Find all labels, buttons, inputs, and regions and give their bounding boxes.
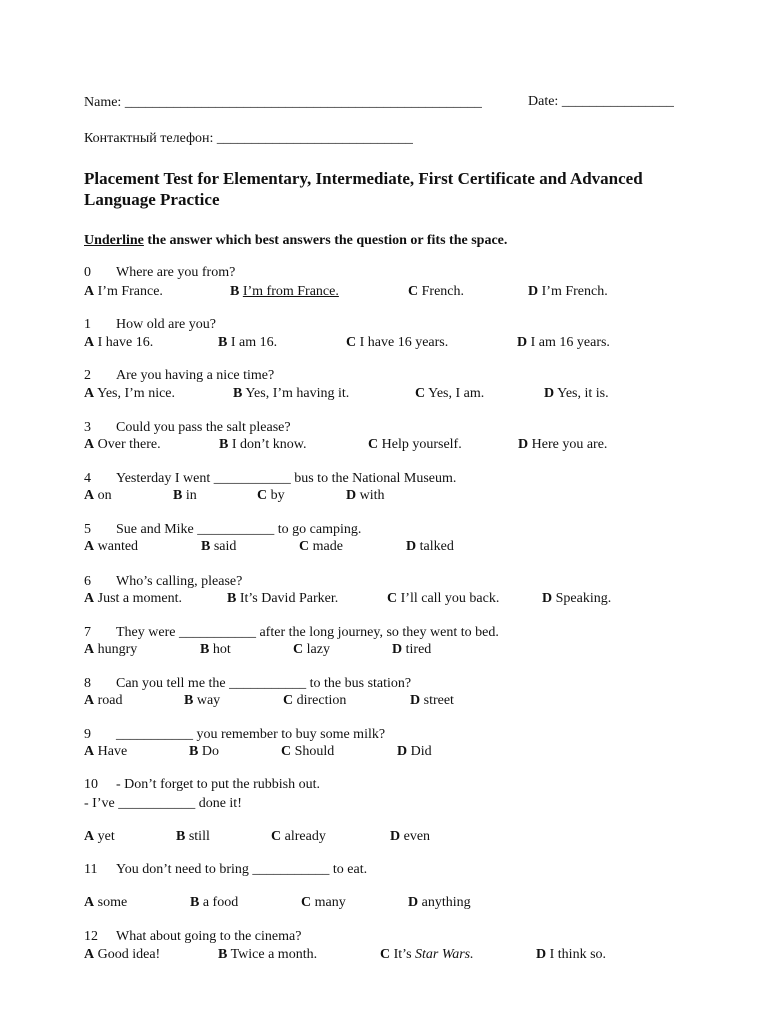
option-letter: D [542, 591, 553, 606]
option-text: Speaking. [555, 591, 612, 606]
option-letter: B [227, 591, 237, 606]
option-text: yet [97, 829, 115, 844]
phone-field[interactable] [84, 130, 413, 147]
answer-option-b[interactable] [218, 947, 317, 963]
name-label: Name: [84, 95, 125, 110]
question-text: ___________ you remember to buy some milk? [116, 727, 386, 742]
answer-option-a[interactable] [84, 947, 160, 963]
page-title: Placement Test for Elementary, Intermediate, First Certificate and Advanced Language Practice [84, 169, 643, 209]
option-text: already [284, 829, 326, 844]
option-text: hot [212, 642, 231, 657]
question-text: They were ___________ after the long journey, so they went to bed. [116, 625, 499, 640]
option-letter: A [84, 386, 95, 401]
option-letter: C [408, 284, 419, 299]
answer-option-b[interactable] [184, 693, 220, 709]
option-letter: C [380, 947, 391, 962]
answer-option-d[interactable] [517, 335, 610, 351]
option-text: made [312, 539, 343, 554]
option-text: Here you are. [531, 437, 608, 452]
date-label: Date: [528, 94, 562, 109]
answer-option-c[interactable] [408, 284, 464, 300]
answer-option-d[interactable] [406, 539, 454, 555]
option-letter: C [271, 829, 282, 844]
option-text: on [97, 488, 112, 503]
answer-option-c[interactable] [299, 539, 343, 555]
option-text: Yes, I am. [428, 386, 485, 401]
answer-option-b[interactable] [218, 335, 277, 351]
option-letter: A [84, 437, 95, 452]
answer-option-b[interactable] [190, 895, 238, 911]
answer-option-c[interactable] [271, 829, 326, 845]
option-letter: C [283, 693, 294, 708]
option-text: wanted [97, 539, 139, 554]
answer-option-b[interactable] [173, 488, 197, 504]
option-text: way [196, 693, 221, 708]
answer-option-d[interactable] [544, 386, 609, 402]
option-letter: C [257, 488, 268, 503]
option-text: a food [202, 895, 239, 910]
name-field[interactable] [84, 94, 482, 111]
instruction [84, 232, 507, 249]
answer-option-b[interactable] [227, 591, 338, 607]
option-text: Good idea! [97, 947, 161, 962]
option-text: lazy [306, 642, 330, 657]
option-letter: D [518, 437, 529, 452]
option-text: some [97, 895, 128, 910]
question-number: 10 [84, 777, 98, 792]
option-letter: B [176, 829, 186, 844]
option-letter: B [201, 539, 211, 554]
option-letter: A [84, 284, 95, 299]
answer-option-c[interactable] [368, 437, 462, 453]
option-letter: D [392, 642, 403, 657]
answer-option-b[interactable] [201, 539, 236, 555]
answer-option-a[interactable] [84, 591, 182, 607]
answer-option-d[interactable] [518, 437, 607, 453]
question-number: 12 [84, 929, 98, 944]
option-text: road [97, 693, 123, 708]
question-number: 6 [84, 574, 91, 589]
option-letter: D [408, 895, 419, 910]
option-text: by [270, 488, 285, 503]
option-text: French. [421, 284, 465, 299]
answer-option-a[interactable] [84, 895, 127, 911]
option-letter: A [84, 591, 95, 606]
option-letter: C [415, 386, 426, 401]
date-field[interactable] [528, 94, 674, 110]
option-text: even [403, 829, 431, 844]
answer-option-c[interactable] [346, 335, 448, 351]
answer-option-d[interactable] [346, 488, 385, 504]
option-letter: D [397, 744, 408, 759]
option-letter: D [410, 693, 421, 708]
option-letter: C [387, 591, 398, 606]
answer-option-d[interactable] [397, 744, 432, 760]
option-text: many [314, 895, 346, 910]
option-text: Yes, it is. [557, 386, 609, 401]
option-letter: A [84, 895, 95, 910]
option-letter: A [84, 693, 95, 708]
option-letter: C [281, 744, 292, 759]
option-text: I am 16 years. [530, 335, 610, 350]
option-text: Over there. [97, 437, 161, 452]
question-number: 2 [84, 368, 91, 383]
question-number: 9 [84, 727, 91, 742]
answer-option-c[interactable] [293, 642, 330, 658]
date-blank[interactable]: ________________ [561, 94, 674, 109]
answer-option-c[interactable] [415, 386, 484, 402]
option-letter: D [390, 829, 401, 844]
option-text: I am 16. [230, 335, 278, 350]
answer-option-d[interactable] [528, 284, 608, 300]
option-letter: B [173, 488, 183, 503]
answer-option-a[interactable] [84, 386, 175, 402]
question-text: Who’s calling, please? [116, 574, 243, 589]
answer-option-a[interactable] [84, 335, 153, 351]
option-letter: D [544, 386, 555, 401]
answer-option-c[interactable] [387, 591, 499, 607]
question-text: Yesterday I went ___________ bus to the National Museum. [116, 471, 457, 486]
answer-option-b[interactable] [233, 386, 349, 402]
option-text: in [185, 488, 197, 503]
question-text: Where are you from? [116, 265, 236, 280]
option-letter: A [84, 947, 95, 962]
option-letter: B [189, 744, 199, 759]
option-letter: A [84, 642, 95, 657]
option-text: It’s David Parker. [239, 591, 339, 606]
answer-option-d[interactable] [392, 642, 431, 658]
option-text-italic: Star Wars. [415, 947, 474, 962]
option-text: tired [405, 642, 432, 657]
question-number: 5 [84, 522, 91, 537]
option-letter: A [84, 539, 95, 554]
instruction-text: the answer which best answers the question or fits the space. [143, 233, 508, 248]
option-text: Do [201, 744, 219, 759]
option-letter: A [84, 744, 95, 759]
option-text: hungry [97, 642, 138, 657]
option-letter: B [184, 693, 194, 708]
question-text-line2: - I’ve ___________ done it! [84, 796, 242, 811]
answer-option-b[interactable] [176, 829, 210, 845]
answer-option-a[interactable] [84, 693, 123, 709]
option-letter: D [517, 335, 528, 350]
answer-option-d[interactable] [390, 829, 430, 845]
option-text: Have [97, 744, 128, 759]
phone-label: Контактный телефон: [84, 131, 217, 146]
option-text: said [213, 539, 237, 554]
option-text: with [359, 488, 385, 503]
option-letter: B [218, 947, 228, 962]
option-text: direction [296, 693, 347, 708]
instruction-underline-word: Underline [84, 233, 144, 248]
answer-option-d[interactable] [410, 693, 454, 709]
question-text: How old are you? [116, 317, 216, 332]
answer-option-a[interactable] [84, 437, 161, 453]
option-letter: D [346, 488, 357, 503]
name-blank[interactable]: ___________________________________________________ [124, 95, 482, 110]
option-text: Twice a month. [230, 947, 318, 962]
answer-option-c[interactable] [283, 693, 346, 709]
answer-option-c[interactable] [257, 488, 285, 504]
answer-option-a[interactable] [84, 744, 127, 760]
option-text: I’m France. [97, 284, 163, 299]
option-letter: D [528, 284, 539, 299]
option-letter: B [218, 335, 228, 350]
answer-option-c[interactable] [380, 947, 474, 963]
option-text: I’m French. [541, 284, 608, 299]
option-text: Yes, I’m nice. [97, 386, 176, 401]
answer-option-a[interactable] [84, 539, 138, 555]
option-text: anything [421, 895, 471, 910]
answer-option-b[interactable] [200, 642, 231, 658]
option-letter: B [219, 437, 229, 452]
question-number: 4 [84, 471, 91, 486]
option-letter: B [230, 284, 240, 299]
answer-option-a[interactable] [84, 829, 115, 845]
option-text: I don’t know. [231, 437, 307, 452]
answer-option-a[interactable] [84, 488, 112, 504]
option-text: Just a moment. [97, 591, 183, 606]
question-number: 0 [84, 265, 91, 280]
option-letter: C [368, 437, 379, 452]
question-text: Sue and Mike ___________ to go camping. [116, 522, 362, 537]
answer-option-b[interactable] [189, 744, 219, 760]
option-letter: C [299, 539, 310, 554]
answer-option-a[interactable] [84, 284, 163, 300]
option-letter: C [301, 895, 312, 910]
option-letter: B [233, 386, 243, 401]
option-letter: A [84, 335, 95, 350]
option-letter: B [190, 895, 200, 910]
option-text: Should [294, 744, 335, 759]
option-letter: C [293, 642, 304, 657]
option-text: I have 16 years. [359, 335, 449, 350]
question-text: You don’t need to bring ___________ to eat. [116, 862, 368, 877]
option-text: Did [410, 744, 432, 759]
question-text: What about going to the cinema? [116, 929, 302, 944]
question-number: 3 [84, 420, 91, 435]
answer-option-b[interactable] [219, 437, 307, 453]
option-text: I have 16. [97, 335, 154, 350]
question-text: Can you tell me the ___________ to the bus station? [116, 676, 412, 691]
answer-option-c[interactable] [281, 744, 334, 760]
question-text: Could you pass the salt please? [116, 420, 291, 435]
question-number: 8 [84, 676, 91, 691]
answer-option-d[interactable] [542, 591, 611, 607]
question-text: - Don’t forget to put the rubbish out. [116, 777, 321, 792]
question-number: 7 [84, 625, 91, 640]
option-letter: C [346, 335, 357, 350]
option-letter: B [200, 642, 210, 657]
option-letter: D [536, 947, 547, 962]
option-text: It’s [393, 947, 416, 962]
answer-option-a[interactable] [84, 642, 137, 658]
phone-blank[interactable]: ____________________________ [216, 131, 413, 146]
option-text: Yes, I’m having it. [245, 386, 350, 401]
answer-option-b[interactable] [230, 284, 339, 300]
option-letter: A [84, 488, 95, 503]
question-number: 1 [84, 317, 91, 332]
option-text: I’ll call you back. [400, 591, 500, 606]
answer-option-d[interactable] [536, 947, 606, 963]
option-text: still [188, 829, 210, 844]
option-text: I think so. [549, 947, 607, 962]
question-text: Are you having a nice time? [116, 368, 275, 383]
answer-option-c[interactable] [301, 895, 346, 911]
question-number: 11 [84, 862, 98, 877]
option-text: Help yourself. [381, 437, 462, 452]
option-text: talked [419, 539, 454, 554]
option-text: I’m from France. [242, 284, 339, 299]
option-letter: A [84, 829, 95, 844]
answer-option-d[interactable] [408, 895, 471, 911]
option-text: street [423, 693, 454, 708]
option-letter: D [406, 539, 417, 554]
